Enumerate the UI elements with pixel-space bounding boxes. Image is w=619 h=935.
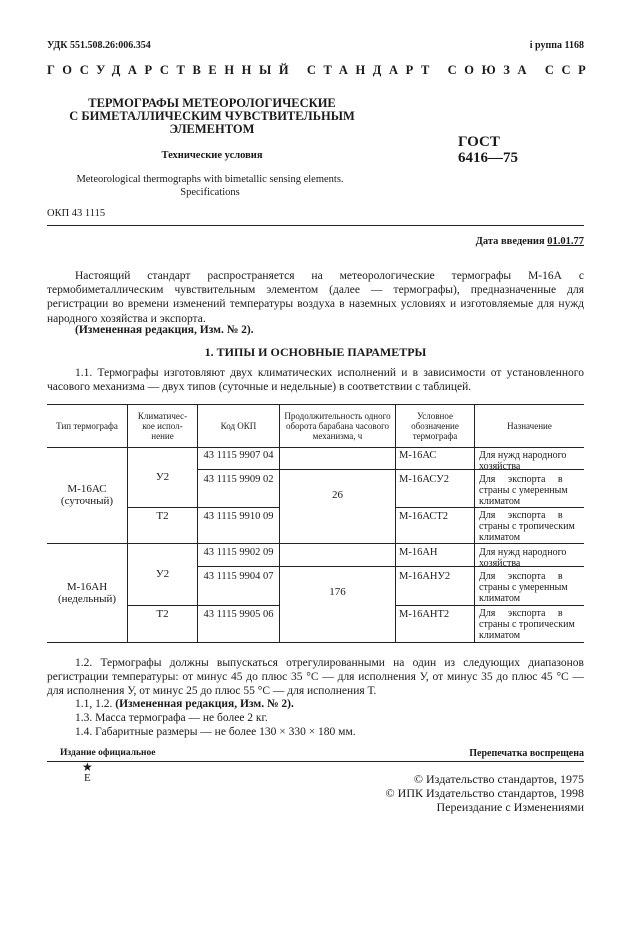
purpose-line: климатом (479, 593, 521, 604)
paragraph-1-4: 1.4. Габаритные размеры — не более 130 × 330 × 180 мм. (75, 726, 356, 738)
purpose-cell (479, 474, 583, 507)
okp-code-cell: 43 1115 9904 07 (203, 571, 274, 582)
type-name: М-16АС (67, 483, 107, 495)
section-1-title: 1. ТИПЫ И ОСНОВНЫЕ ПАРАМЕТРЫ (204, 345, 427, 359)
paragraph-1-1: 1.1. Термографы изготовляют двух климатических исполнений и в зависимости от установленного часового механизма — двух типов (суточные и недельные) в соответствии с таблицей. (47, 367, 584, 394)
climate-cell: У2 (155, 567, 170, 580)
purpose-line: хозяйства (479, 461, 521, 472)
copyright-1998: © ИПК Издательство стандартов, 1998 (385, 786, 584, 800)
edition-letter: Е (84, 772, 91, 784)
purpose-line: Для экспорта в (479, 608, 563, 619)
purpose-cell (479, 571, 583, 604)
climate-cell: У2 (155, 470, 170, 483)
duration-cell: 26 (332, 488, 343, 501)
table-line (395, 605, 584, 606)
purpose-line: Для нужд народного (479, 450, 567, 461)
official-edition-label: Издание официальное (60, 748, 156, 758)
okp-code-cell: 43 1115 9910 09 (203, 511, 274, 522)
footer-divider (47, 761, 584, 762)
table-line (197, 605, 279, 606)
purpose-cell (479, 510, 583, 543)
purpose-line: климатом (479, 532, 521, 543)
designation-cell: М-16АНУ2 (399, 571, 451, 582)
types-table (47, 404, 584, 642)
english-title-line-2: Specifications (180, 187, 240, 198)
reprint-prohibited-label: Перепечатка воспрещена (469, 748, 584, 759)
purpose-line: страны с тропическим (479, 521, 575, 532)
type-subtitle: (суточный) (60, 495, 114, 507)
type-subtitle: (недельный) (57, 592, 117, 605)
purpose-line: Для экспорта в (479, 510, 563, 521)
table-line (47, 642, 584, 643)
climate-cell: Т2 (156, 608, 169, 620)
purpose-line: климатом (479, 630, 521, 641)
table-header-okp: Код ОКП (220, 420, 257, 431)
edit-note-1: (Измененная редакция, Изм. № 2). (75, 324, 254, 336)
paragraph-1-2: 1.2. Термографы должны выпускаться отрегулированными на один из следующих диапазонов регистрации температуры: от минус 45 до плюс 35 °С — для исполнения У, от минус 35 до плюс 45 °С — для исполнения У, от минус 25 до плюс 55 °С — для исполнения Т. (47, 657, 584, 698)
purpose-line: Для экспорта в (479, 571, 563, 582)
edit-note-1-1-1-2 (75, 698, 294, 710)
purpose-cell (479, 450, 583, 472)
reissue-note: Переиздание с Изменениями (436, 800, 584, 814)
title-line-3: ЭЛЕМЕНТОМ (169, 122, 255, 136)
effective-date (476, 236, 584, 247)
table-line (395, 507, 584, 508)
edit-note-prefix: 1.1, 1.2. (75, 698, 113, 710)
title-line-1: ТЕРМОГРАФЫ МЕТЕОРОЛОГИЧЕСКИЕ (88, 96, 336, 110)
purpose-cell (479, 608, 583, 641)
purpose-line: Для нужд народного (479, 547, 567, 558)
okp-code-cell: 43 1115 9905 06 (203, 609, 274, 620)
designation-cell: М-16АН (399, 547, 438, 558)
group-code: i pyппa 1168 (529, 40, 584, 51)
table-header-purpose: Назначение (507, 420, 552, 431)
table-line (197, 507, 279, 508)
copyright-1975: © Издательство стандартов, 1975 (413, 772, 584, 786)
udk-code: УДК 551.508.26:006.354 (47, 40, 151, 51)
title-line-2: С БИМЕТАЛЛИЧЕСКИМ ЧУВСТВИТЕЛЬНЫМ (69, 109, 355, 123)
climate-cell: Т2 (156, 510, 169, 522)
purpose-line: климатом (479, 496, 521, 507)
intro-paragraph: Настоящий стандарт распространяется на метеорологические термографы М-16А с термобиметаллическим чувствительным элементом (далее — термографы), предназначенные для регистрации во времени изменений температуры воздуха в наземных условиях и изготовляемые для нужд народного хозяйства и экспорта. (47, 270, 584, 325)
state-standard-banner: ГОСУДАРСТВЕННЫЙ СТАНДАРТ СОЮЗА ССР (47, 63, 594, 77)
purpose-cell (479, 547, 583, 569)
purpose-line: Для экспорта в (479, 474, 563, 485)
okp-code-cell: 43 1115 9909 02 (203, 474, 274, 485)
table-type-cell (47, 543, 127, 642)
designation-cell: М-16АНТ2 (399, 609, 450, 620)
gost-number: 6416—75 (458, 150, 518, 166)
table-header-climate: Климатичес-кое испол-нение (137, 410, 188, 441)
designation-cell: М-16АС (399, 450, 437, 461)
table-header-designation: Условное обозначение термографа (411, 410, 459, 441)
gost-designation (458, 134, 518, 166)
purpose-line: страны с умеренным (479, 582, 568, 593)
star-icon: ★ (82, 760, 93, 774)
okp-code: ОКП 43 1115 (47, 208, 106, 219)
type-name: М-16АН (66, 580, 108, 593)
purpose-line: страны с умеренным (479, 485, 568, 496)
designation-cell: М-16АСТ2 (399, 511, 449, 522)
okp-code-cell: 43 1115 9902 09 (203, 547, 274, 558)
english-title (55, 173, 365, 199)
paragraph-1-3: 1.3. Масса термографа — не более 2 кг. (75, 712, 268, 724)
subtitle: Технические условия (161, 150, 263, 161)
purpose-line: хозяйства (479, 558, 521, 569)
edit-note-text: (Измененная редакция, Изм. № 2). (115, 698, 294, 710)
table-header-type: Тип термографа (56, 420, 118, 431)
designation-cell: М-16АСУ2 (399, 474, 449, 485)
effective-date-label: Дата введения (475, 236, 545, 247)
duration-cell: 176 (329, 586, 346, 598)
english-title-line-1: Meteorological thermographs with bimetallic sensing elements. (76, 174, 344, 185)
effective-date-value: 01.01.77 (547, 236, 584, 247)
gost-label: ГОСТ (458, 134, 500, 150)
table-header-duration: Продолжительность одного оборота барабана часового механизма, ч (284, 410, 391, 441)
document-title (62, 97, 362, 136)
header-divider (47, 225, 584, 226)
purpose-line: страны с тропическим (479, 619, 575, 630)
okp-code-cell: 43 1115 9907 04 (203, 450, 274, 461)
table-type-cell (47, 447, 127, 543)
